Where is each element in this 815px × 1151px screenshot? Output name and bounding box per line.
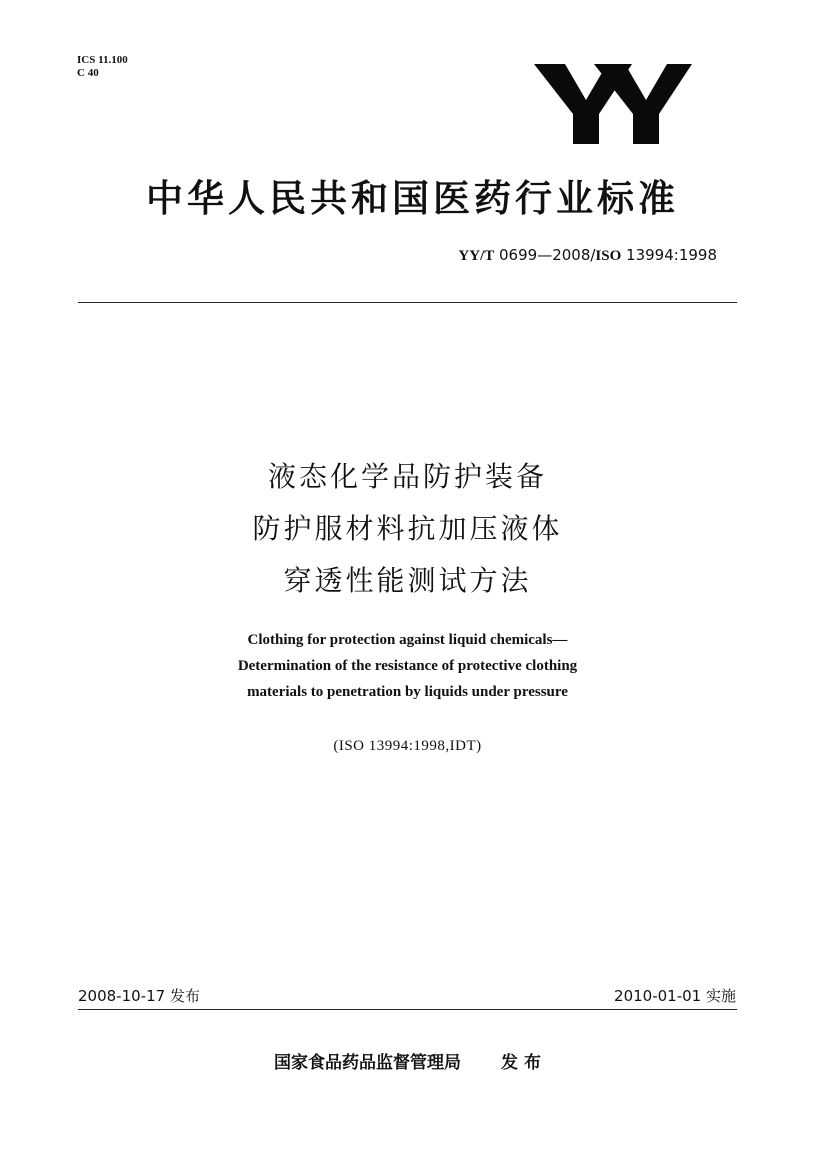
- iso-prefix: ISO: [595, 248, 622, 264]
- logo-letter-y-second: [594, 64, 692, 144]
- chinese-title-line-3: 穿透性能测试方法: [283, 564, 532, 597]
- standard-number: [458, 246, 717, 265]
- standard-number-year: 0699—2008/: [494, 246, 596, 264]
- footer-divider: [78, 1009, 737, 1010]
- implementation-date: 2010-01-01 实施: [614, 987, 736, 1005]
- standard-category-title: 中华人民共和国医药行业标准: [146, 177, 679, 220]
- ics-code: ICS 11.100: [77, 54, 128, 66]
- iso-equivalence-reference: (ISO 13994:1998,IDT): [333, 738, 482, 754]
- english-title-line-2: Determination of the resistance of protective clothing: [237, 658, 578, 674]
- english-title-line-3: materials to penetration by liquids under pressure: [247, 684, 568, 700]
- yy-logo: [528, 44, 698, 148]
- english-title-line-1: Clothing for protection against liquid chemicals—: [247, 632, 568, 648]
- iso-number: 13994:1998: [621, 246, 717, 264]
- classification-codes: [77, 54, 128, 80]
- publisher-name: 国家食品药品监督管理局: [274, 1053, 462, 1073]
- issue-date: 2008-10-17 发布: [78, 987, 200, 1005]
- header-divider: [78, 302, 737, 303]
- chinese-title-line-2: 防护服材料抗加压液体: [252, 512, 563, 545]
- publish-label: 发 布: [501, 1053, 541, 1073]
- ccs-code: C 40: [77, 67, 99, 79]
- publisher-line: [0, 1048, 815, 1073]
- standard-number-prefix: YY/T: [458, 248, 495, 264]
- chinese-title-line-1: 液态化学品防护装备: [267, 460, 547, 493]
